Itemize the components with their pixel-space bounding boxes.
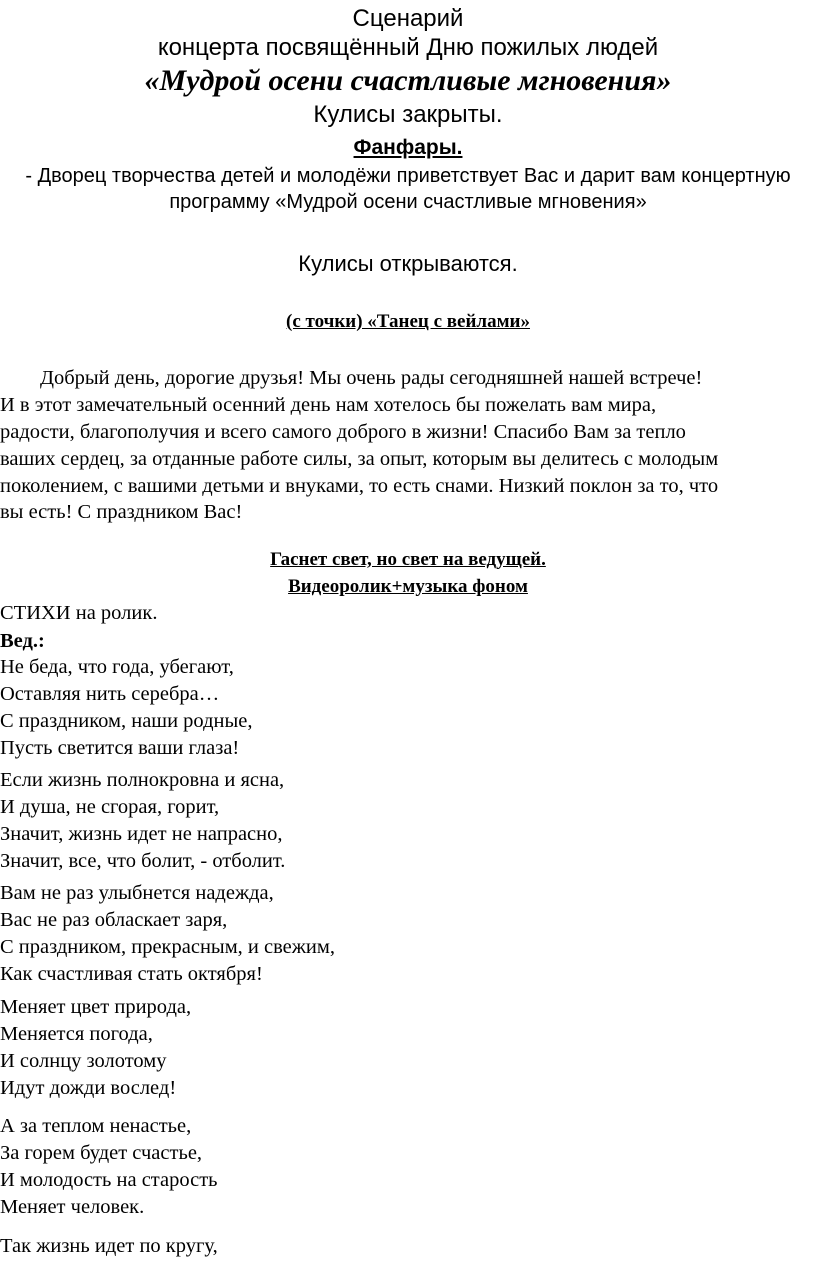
verse-line: Меняет человек. (0, 1196, 145, 1218)
greeting-line: вы есть! С праздником Вас! (0, 501, 243, 523)
verse-line: Как счастливая стать октября! (0, 963, 263, 985)
verse-line: Вас не раз облаcкает заря, (0, 909, 228, 931)
verse-line: Идут дожди вослед! (0, 1077, 177, 1099)
verse-line: Вам не раз улыбнется надежда, (0, 882, 274, 904)
stage-direction-video: Видеоролик+музыка фоном (288, 576, 528, 597)
verse-line: Значит, все, что болит, - отболит. (0, 850, 286, 872)
verse-line: Меняет цвет природа, (0, 996, 192, 1018)
verse-line: Пусть светится ваши глаза! (0, 737, 240, 759)
stage-direction-curtains-open: Кулисы открываются. (298, 251, 518, 276)
greeting-line: ваших сердец, за отданные работе силы, за опыт, которым вы делитесь с молодым (0, 448, 719, 470)
verse-line: А за теплом ненастье, (0, 1115, 192, 1137)
verse-line: Значит, жизнь идет не напрасно, (0, 823, 283, 845)
verse-line: И солнцу золотому (0, 1050, 167, 1072)
greeting-line: Добрый день, дорогие друзья! Мы очень рады сегодняшней нашей встрече! (40, 367, 703, 389)
greeting-line: поколением, с вашими детьми и внуками, то есть снами. Низкий поклон за то, что (0, 475, 719, 497)
doc-title: «Мудрой осени счастливые мгновения» (144, 64, 672, 97)
poems-label: СТИХИ на ролик. (0, 602, 158, 624)
intro-line-2: программу «Мудрой осени счастливые мгновения» (169, 191, 647, 213)
stage-direction-curtains-closed: Кулисы закрыты. (313, 101, 503, 128)
stage-direction-light: Гаснет свет, но свет на ведущей. (270, 549, 546, 570)
host-label: Вед.: (0, 630, 45, 652)
verse-line: Не беда, что года, убегают, (0, 656, 234, 678)
verse-line: Если жизнь полнокровна и ясна, (0, 769, 285, 791)
verse-line: Так жизнь идет по кругу, (0, 1235, 218, 1257)
greeting-line: И в этот замечательный осенний день нам хотелось бы пожелать вам мира, (0, 394, 657, 416)
verse-line: С праздником, прекрасным, и свежим, (0, 936, 335, 958)
stage-direction-fanfare: Фанфары. (353, 136, 463, 159)
verse-line: С праздником, наши родные, (0, 710, 253, 732)
doc-heading-scenario: Сценарий (352, 5, 464, 32)
verse-line: За горем будет счастье, (0, 1142, 203, 1164)
verse-line: Меняется погода, (0, 1023, 153, 1045)
verse-line: И молодость на старость (0, 1169, 218, 1191)
stage-direction-dance: (с точки) «Танец с вейлами» (286, 311, 530, 332)
greeting-line: радости, благополучия и всего самого доброго в жизни! Спасибо Вам за тепло (0, 421, 686, 443)
doc-subheading: концерта посвящённый Дню пожилых людей (157, 34, 659, 61)
intro-line-1: - Дворец творчества детей и молодёжи приветствует Вас и дарит вам концертную (25, 165, 791, 187)
verse-line: Оставляя нить серебра… (0, 683, 220, 705)
verse-line: И душа, не сгорая, горит, (0, 796, 220, 818)
